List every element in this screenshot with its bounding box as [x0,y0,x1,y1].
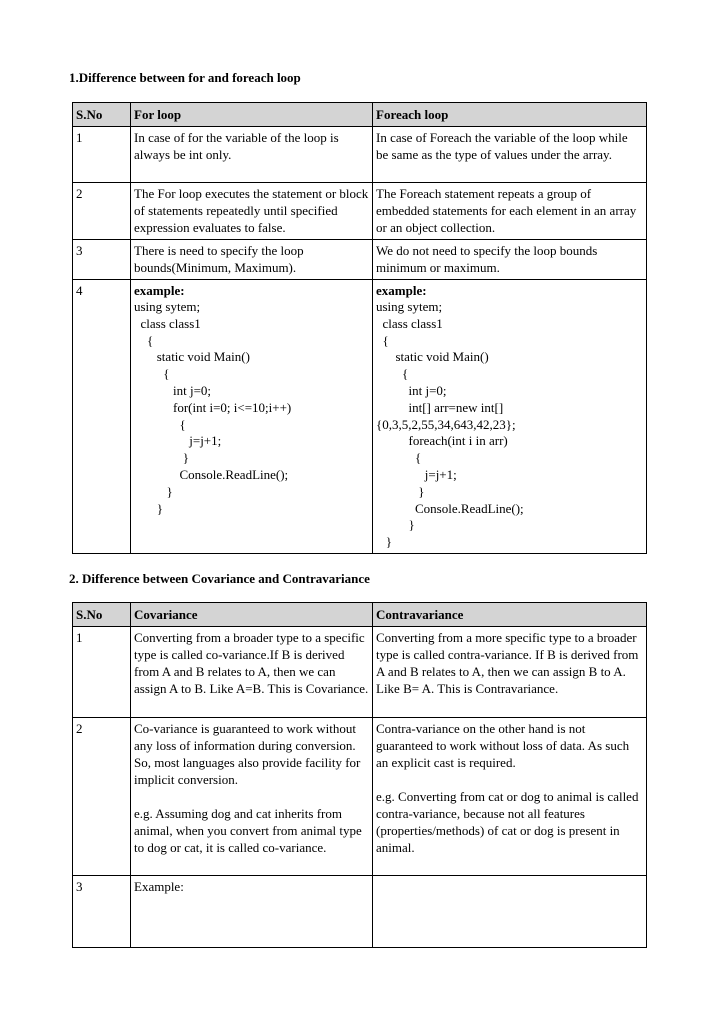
table-row [73,183,647,240]
for-example-cell [131,280,373,554]
foreach-cell: In case of Foreach the variable of the loop while be same as the type of values under the array. [373,127,647,183]
for-cell: There is need to specify the loop bounds(Minimum, Maximum). [131,240,373,280]
covariance-cell: Converting from a broader type to a specific type is called co-variance.If B is derived from A and B relates to A, then we can assign A to B. Like A=B. This is Covariance. [131,627,373,718]
example-label: example: [134,283,185,298]
table-row [73,718,647,876]
for-loop-code: using sytem; class class1 { static void Main() { int j=0; for(int i=0; i<=10;i++) { j=j+1; } Console.ReadLine(); } } [134,299,292,516]
header-foreach-loop: Foreach loop [373,103,647,127]
foreach-cell: The Foreach statement repeats a group of embedded statements for each element in an array or an object collection. [373,183,647,240]
foreach-example-cell [373,280,647,554]
header-for-loop: For loop [131,103,373,127]
header-sno: S.No [73,103,131,127]
table-row [73,876,647,948]
empty-cell [373,876,647,948]
foreach-loop-code: using sytem; class class1 { static void Main() { int j=0; int[] arr=new int[] {0,3,5,2,55,34,643,42,23}; foreach(int i in arr) { j=j+1; } Console.ReadLine(); } } [376,299,524,550]
covariance-text: Co-variance is guaranteed to work without any loss of information during conversion. So, most languages also provide facility for implicit conversion. [134,721,361,787]
row-sno: 4 [73,280,131,554]
table-row [73,127,647,183]
section1-heading: 1.Difference between for and foreach loop [69,70,301,85]
row-sno: 3 [73,240,131,280]
table-row [73,240,647,280]
header-contravariance: Contravariance [373,603,647,627]
contravariance-cell: Converting from a more specific type to a broader type is called contra-variance. If B is derived from A and B relates to A, then we can assign B to A. Like B= A. This is Contravariance. [373,627,647,718]
for-foreach-table [72,102,647,554]
covariance-cell [131,718,373,876]
contravariance-text: Contra-variance on the other hand is not guaranteed to work without loss of data. As such an explicit cast is required. [376,721,630,770]
row-sno: 2 [73,183,131,240]
table-header-row [73,603,647,627]
table-row [73,280,647,554]
covariance-table [72,602,647,948]
table-row [73,627,647,718]
row-sno: 2 [73,718,131,876]
row-sno: 3 [73,876,131,948]
example-label: Example: [131,876,373,948]
row-sno: 1 [73,127,131,183]
covariance-example-text: e.g. Assuming dog and cat inherits from animal, when you convert from animal type to dog or cat, it is called co-variance. [134,806,362,855]
table-header-row [73,103,647,127]
example-label: example: [376,283,427,298]
contravariance-cell [373,718,647,876]
header-covariance: Covariance [131,603,373,627]
for-cell: The For loop executes the statement or block of statements repeatedly until specified expression evaluates to false. [131,183,373,240]
foreach-cell: We do not need to specify the loop bounds minimum or maximum. [373,240,647,280]
for-cell: In case of for the variable of the loop is always be int only. [131,127,373,183]
section2-heading: 2. Difference between Covariance and Contravariance [69,571,370,586]
contravariance-example-text: e.g. Converting from cat or dog to animal is called contra-variance, because not all features (properties/methods) of cat or dog is present in animal. [376,789,639,855]
row-sno: 1 [73,627,131,718]
header-sno: S.No [73,603,131,627]
